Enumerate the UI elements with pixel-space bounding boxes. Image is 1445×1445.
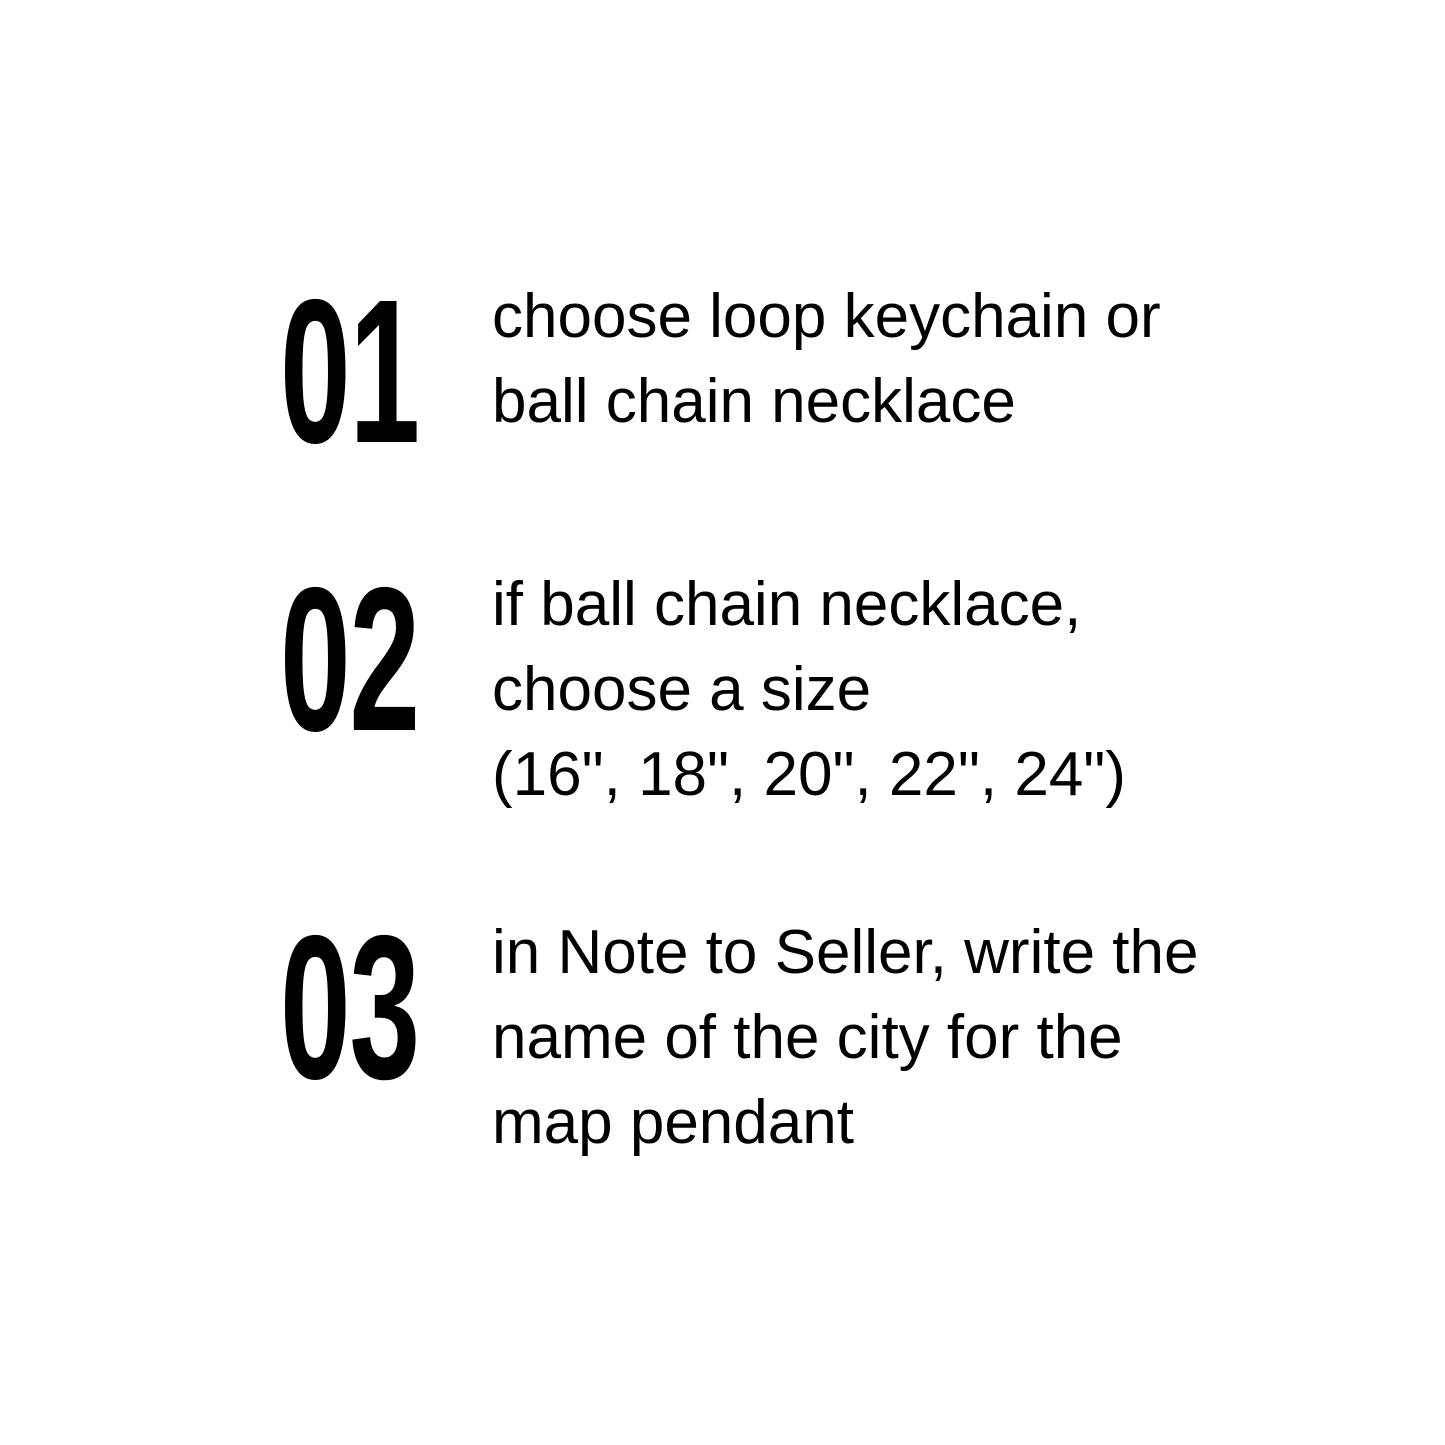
step-2-line-2: choose a size — [492, 655, 872, 724]
step-3-line-1: in Note to Seller, write the — [492, 918, 1199, 987]
step-3-line-3: map pendant — [492, 1088, 854, 1157]
step-3-number: 03 — [280, 893, 419, 1122]
step-2-line-3: (16", 18", 20", 22", 24") — [492, 740, 1126, 809]
step-2-number-column — [280, 545, 492, 774]
step-1-line-1: choose loop keychain or — [492, 282, 1161, 351]
step-1-line-2: ball chain necklace — [492, 367, 1016, 436]
step-1-number: 01 — [280, 257, 419, 486]
step-2-instruction — [492, 562, 1126, 817]
step-3 — [280, 893, 1199, 1165]
step-1-instruction — [492, 274, 1161, 444]
step-1 — [280, 257, 1161, 486]
step-2-line-1: if ball chain necklace, — [492, 570, 1082, 639]
step-3-instruction — [492, 910, 1198, 1165]
step-3-line-2: name of the city for the — [492, 1003, 1123, 1072]
step-3-number-column — [280, 893, 492, 1122]
step-2-number: 02 — [280, 545, 419, 774]
step-1-number-column — [280, 257, 492, 486]
step-2 — [280, 545, 1126, 817]
